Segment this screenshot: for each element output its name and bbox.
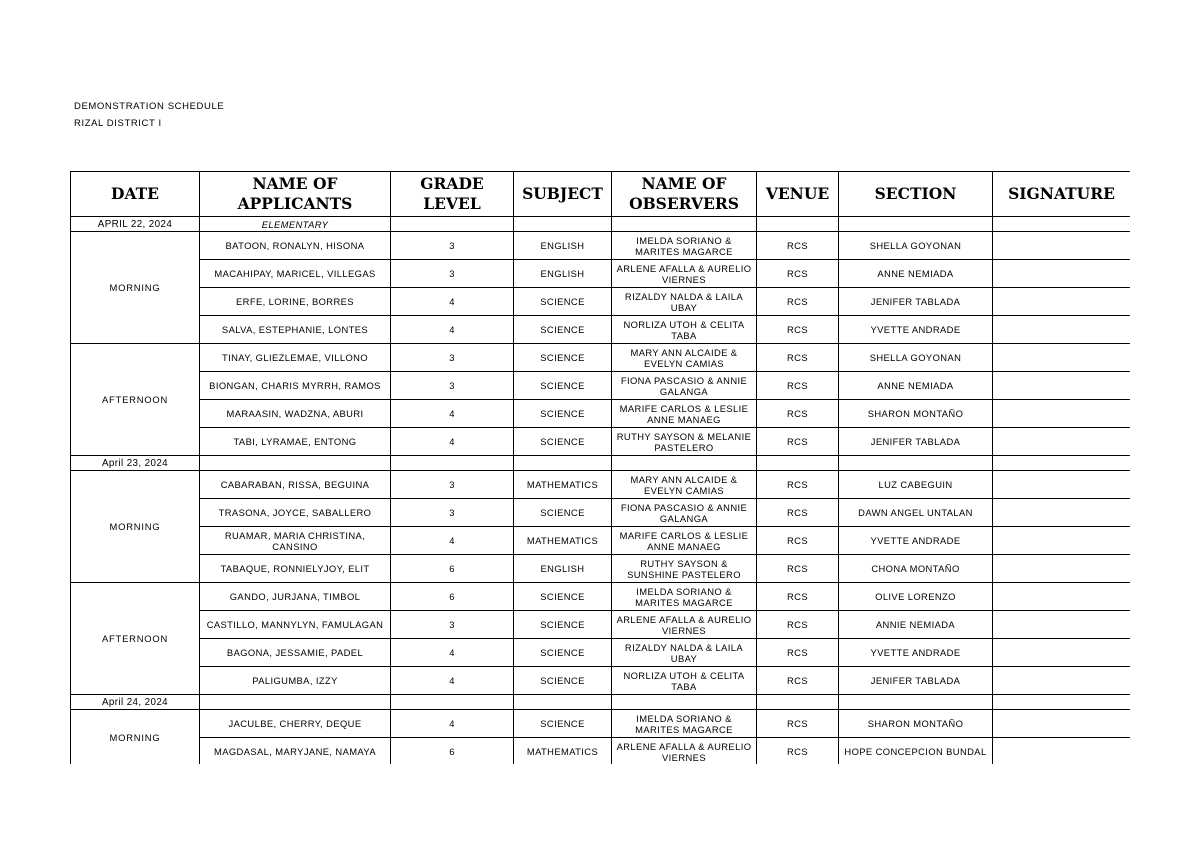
signature-cell — [993, 710, 1131, 738]
observers-cell: RIZALDY NALDA & LAILA UBAY — [612, 288, 757, 316]
empty-cell — [839, 217, 993, 232]
grade-cell: 6 — [391, 738, 514, 765]
signature-cell — [993, 316, 1131, 344]
signature-cell — [993, 499, 1131, 527]
subject-cell: SCIENCE — [514, 667, 612, 695]
grade-cell: 3 — [391, 232, 514, 260]
section-cell: SHARON MONTAÑO — [839, 710, 993, 738]
table-row — [71, 316, 1131, 344]
table-row — [71, 611, 1131, 639]
signature-cell — [993, 344, 1131, 372]
subject-cell: SCIENCE — [514, 428, 612, 456]
col-header-applicants: NAME OF APPLICANTS — [200, 172, 391, 217]
section-cell: HOPE CONCEPCION BUNDAL — [839, 738, 993, 765]
grade-cell: 3 — [391, 260, 514, 288]
subject-cell: SCIENCE — [514, 639, 612, 667]
observers-cell: MARY ANN ALCAIDE & EVELYN CAMIAS — [612, 471, 757, 499]
subject-cell: ENGLISH — [514, 260, 612, 288]
session-cell: MORNING — [71, 232, 200, 344]
signature-cell — [993, 583, 1131, 611]
grade-cell: 4 — [391, 667, 514, 695]
subject-cell: SCIENCE — [514, 344, 612, 372]
empty-cell — [993, 217, 1131, 232]
applicant-cell: CABARABAN, RISSA, BEGUINA — [200, 471, 391, 499]
date-cell: APRIL 22, 2024 — [71, 217, 200, 232]
document-title: DEMONSTRATION SCHEDULE — [74, 101, 225, 112]
signature-cell — [993, 738, 1131, 765]
applicant-cell: CASTILLO, MANNYLYN, FAMULAGAN — [200, 611, 391, 639]
venue-cell: RCS — [757, 611, 839, 639]
empty-cell — [514, 456, 612, 471]
applicant-cell: TINAY, GLIEZLEMAE, VILLONO — [200, 344, 391, 372]
subject-cell: SCIENCE — [514, 400, 612, 428]
empty-cell — [757, 456, 839, 471]
section-cell: ANNE NEMIADA — [839, 372, 993, 400]
table-row — [71, 260, 1131, 288]
section-cell: ANNE NEMIADA — [839, 260, 993, 288]
subject-cell: SCIENCE — [514, 710, 612, 738]
empty-cell — [757, 217, 839, 232]
applicant-cell: GANDO, JURJANA, TIMBOL — [200, 583, 391, 611]
applicant-cell: TRASONA, JOYCE, SABALLERO — [200, 499, 391, 527]
venue-cell: RCS — [757, 555, 839, 583]
venue-cell: RCS — [757, 667, 839, 695]
venue-cell: RCS — [757, 232, 839, 260]
col-header-section: SECTION — [839, 172, 993, 217]
observers-cell: ARLENE AFALLA & AURELIO VIERNES — [612, 611, 757, 639]
col-header-grade-level: GRADE LEVEL — [391, 172, 514, 217]
section-cell: JENIFER TABLADA — [839, 288, 993, 316]
grade-cell: 4 — [391, 288, 514, 316]
empty-cell — [514, 695, 612, 710]
venue-cell: RCS — [757, 400, 839, 428]
session-cell: AFTERNOON — [71, 583, 200, 695]
table-row — [71, 471, 1131, 499]
table-row — [71, 555, 1131, 583]
venue-cell: RCS — [757, 260, 839, 288]
observers-cell: RIZALDY NALDA & LAILA UBAY — [612, 639, 757, 667]
applicant-cell: MARAASIN, WADZNA, ABURI — [200, 400, 391, 428]
session-cell: MORNING — [71, 710, 200, 765]
subject-cell: ENGLISH — [514, 555, 612, 583]
empty-cell — [391, 217, 514, 232]
signature-cell — [993, 527, 1131, 555]
observers-cell: NORLIZA UTOH & CELITA TABA — [612, 316, 757, 344]
col-header-subject: SUBJECT — [514, 172, 612, 217]
observers-cell: MARIFE CARLOS & LESLIE ANNE MANAEG — [612, 527, 757, 555]
subject-cell: SCIENCE — [514, 288, 612, 316]
venue-cell: RCS — [757, 471, 839, 499]
applicant-cell: BIONGAN, CHARIS MYRRH, RAMOS — [200, 372, 391, 400]
table-row — [71, 428, 1131, 456]
signature-cell — [993, 428, 1131, 456]
table-row — [71, 639, 1131, 667]
date-row — [71, 456, 1131, 471]
empty-cell — [612, 217, 757, 232]
venue-cell: RCS — [757, 738, 839, 765]
section-cell: ANNIE NEMIADA — [839, 611, 993, 639]
observers-cell: FIONA PASCASIO & ANNIE GALANGA — [612, 372, 757, 400]
grade-cell: 4 — [391, 400, 514, 428]
observers-cell: ARLENE AFALLA & AURELIO VIERNES — [612, 738, 757, 765]
grade-cell: 6 — [391, 583, 514, 611]
grade-cell: 3 — [391, 611, 514, 639]
empty-cell — [839, 695, 993, 710]
date-row — [71, 695, 1131, 710]
table-row — [71, 667, 1131, 695]
school-level-cell — [200, 695, 391, 710]
date-cell: April 24, 2024 — [71, 695, 200, 710]
table-row — [71, 499, 1131, 527]
grade-cell: 4 — [391, 428, 514, 456]
section-cell: SHELLA GOYONAN — [839, 344, 993, 372]
observers-cell: NORLIZA UTOH & CELITA TABA — [612, 667, 757, 695]
signature-cell — [993, 232, 1131, 260]
subject-cell: ENGLISH — [514, 232, 612, 260]
applicant-cell: BAGONA, JESSAMIE, PADEL — [200, 639, 391, 667]
empty-cell — [612, 695, 757, 710]
table-row — [71, 527, 1131, 555]
applicant-cell: MAGDASAL, MARYJANE, NAMAYA — [200, 738, 391, 765]
subject-cell: MATHEMATICS — [514, 738, 612, 765]
signature-cell — [993, 611, 1131, 639]
grade-cell: 3 — [391, 471, 514, 499]
table-row — [71, 400, 1131, 428]
grade-cell: 6 — [391, 555, 514, 583]
applicant-cell: TABAQUE, RONNIELYJOY, ELIT — [200, 555, 391, 583]
schedule-table — [70, 171, 1130, 764]
applicant-cell: SALVA, ESTEPHANIE, LONTES — [200, 316, 391, 344]
table-row — [71, 738, 1131, 765]
col-header-date: DATE — [71, 172, 200, 217]
section-cell: YVETTE ANDRADE — [839, 527, 993, 555]
section-cell: JENIFER TABLADA — [839, 667, 993, 695]
signature-cell — [993, 471, 1131, 499]
district-name: RIZAL DISTRICT I — [74, 118, 162, 129]
section-cell: LUZ CABEGUIN — [839, 471, 993, 499]
venue-cell: RCS — [757, 288, 839, 316]
observers-cell: ARLENE AFALLA & AURELIO VIERNES — [612, 260, 757, 288]
grade-cell: 3 — [391, 499, 514, 527]
school-level-cell: ELEMENTARY — [200, 217, 391, 232]
session-cell: AFTERNOON — [71, 344, 200, 456]
empty-cell — [612, 456, 757, 471]
grade-cell: 4 — [391, 710, 514, 738]
empty-cell — [839, 456, 993, 471]
venue-cell: RCS — [757, 428, 839, 456]
venue-cell: RCS — [757, 372, 839, 400]
col-header-venue: VENUE — [757, 172, 839, 217]
subject-cell: SCIENCE — [514, 611, 612, 639]
date-row — [71, 217, 1131, 232]
venue-cell: RCS — [757, 499, 839, 527]
section-cell: JENIFER TABLADA — [839, 428, 993, 456]
observers-cell: IMELDA SORIANO & MARITES MAGARCE — [612, 232, 757, 260]
grade-cell: 3 — [391, 372, 514, 400]
empty-cell — [993, 456, 1131, 471]
empty-cell — [391, 695, 514, 710]
table-row — [71, 288, 1131, 316]
venue-cell: RCS — [757, 527, 839, 555]
observers-cell: IMELDA SORIANO & MARITES MAGARCE — [612, 583, 757, 611]
empty-cell — [391, 456, 514, 471]
subject-cell: SCIENCE — [514, 316, 612, 344]
schedule-table-viewport — [70, 171, 1130, 764]
table-header-row — [71, 172, 1131, 217]
empty-cell — [757, 695, 839, 710]
observers-cell: MARIFE CARLOS & LESLIE ANNE MANAEG — [612, 400, 757, 428]
observers-cell: RUTHY SAYSON & SUNSHINE PASTELERO — [612, 555, 757, 583]
venue-cell: RCS — [757, 344, 839, 372]
venue-cell: RCS — [757, 710, 839, 738]
section-cell: DAWN ANGEL UNTALAN — [839, 499, 993, 527]
grade-cell: 3 — [391, 344, 514, 372]
col-header-observers: NAME OF OBSERVERS — [612, 172, 757, 217]
signature-cell — [993, 667, 1131, 695]
schedule-body — [71, 217, 1131, 765]
col-header-signature: SIGNATURE — [993, 172, 1131, 217]
grade-cell: 4 — [391, 316, 514, 344]
table-row — [71, 232, 1131, 260]
observers-cell: FIONA PASCASIO & ANNIE GALANGA — [612, 499, 757, 527]
section-cell: OLIVE LORENZO — [839, 583, 993, 611]
session-cell: MORNING — [71, 471, 200, 583]
subject-cell: MATHEMATICS — [514, 527, 612, 555]
venue-cell: RCS — [757, 316, 839, 344]
section-cell: SHARON MONTAÑO — [839, 400, 993, 428]
table-row — [71, 372, 1131, 400]
signature-cell — [993, 555, 1131, 583]
section-cell: YVETTE ANDRADE — [839, 316, 993, 344]
venue-cell: RCS — [757, 583, 839, 611]
signature-cell — [993, 288, 1131, 316]
table-row — [71, 710, 1131, 738]
applicant-cell: JACULBE, CHERRY, DEQUE — [200, 710, 391, 738]
applicant-cell: ERFE, LORINE, BORRES — [200, 288, 391, 316]
section-cell: YVETTE ANDRADE — [839, 639, 993, 667]
section-cell: SHELLA GOYONAN — [839, 232, 993, 260]
observers-cell: MARY ANN ALCAIDE & EVELYN CAMIAS — [612, 344, 757, 372]
applicant-cell: TABI, LYRAMAE, ENTONG — [200, 428, 391, 456]
venue-cell: RCS — [757, 639, 839, 667]
signature-cell — [993, 260, 1131, 288]
school-level-cell — [200, 456, 391, 471]
applicant-cell: BATOON, RONALYN, HISONA — [200, 232, 391, 260]
observers-cell: RUTHY SAYSON & MELANIE PASTELERO — [612, 428, 757, 456]
signature-cell — [993, 400, 1131, 428]
observers-cell: IMELDA SORIANO & MARITES MAGARCE — [612, 710, 757, 738]
subject-cell: SCIENCE — [514, 372, 612, 400]
applicant-cell: RUAMAR, MARIA CHRISTINA, CANSINO — [200, 527, 391, 555]
table-row — [71, 344, 1131, 372]
subject-cell: MATHEMATICS — [514, 471, 612, 499]
subject-cell: SCIENCE — [514, 499, 612, 527]
applicant-cell: PALIGUMBA, IZZY — [200, 667, 391, 695]
empty-cell — [993, 695, 1131, 710]
applicant-cell: MACAHIPAY, MARICEL, VILLEGAS — [200, 260, 391, 288]
date-cell: April 23, 2024 — [71, 456, 200, 471]
signature-cell — [993, 372, 1131, 400]
grade-cell: 4 — [391, 639, 514, 667]
section-cell: CHONA MONTAÑO — [839, 555, 993, 583]
grade-cell: 4 — [391, 527, 514, 555]
table-row — [71, 583, 1131, 611]
signature-cell — [993, 639, 1131, 667]
empty-cell — [514, 217, 612, 232]
subject-cell: SCIENCE — [514, 583, 612, 611]
